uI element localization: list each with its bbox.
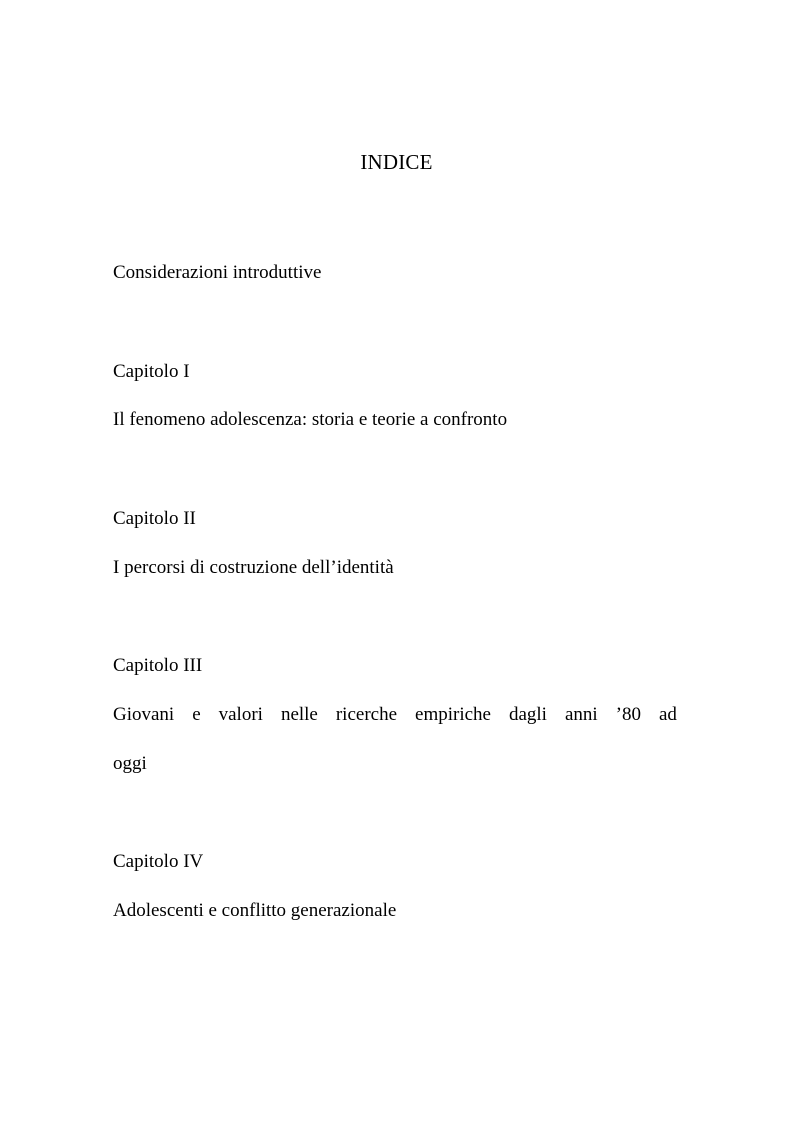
chapter-2-label: Capitolo II — [113, 508, 196, 529]
chapter-1-title: Il fenomeno adolescenza: storia e teorie a confronto — [113, 409, 508, 430]
chapter-1-label: Capitolo I — [113, 361, 190, 382]
chapter-2-title: I percorsi di costruzione dell’identità — [113, 557, 394, 578]
chapter-3-title-line-1: Giovani e valori nelle ricerche empiriche dagli anni ’80 ad — [113, 704, 677, 725]
chapter-4-title: Adolescenti e conflitto generazionale — [113, 900, 397, 921]
page-title: INDICE — [360, 150, 433, 174]
chapter-4-label: Capitolo IV — [113, 851, 204, 872]
intro-entry: Considerazioni introduttive — [113, 262, 322, 283]
chapter-3-label: Capitolo III — [113, 655, 203, 676]
chapter-3-title-line-2: oggi — [113, 753, 147, 774]
